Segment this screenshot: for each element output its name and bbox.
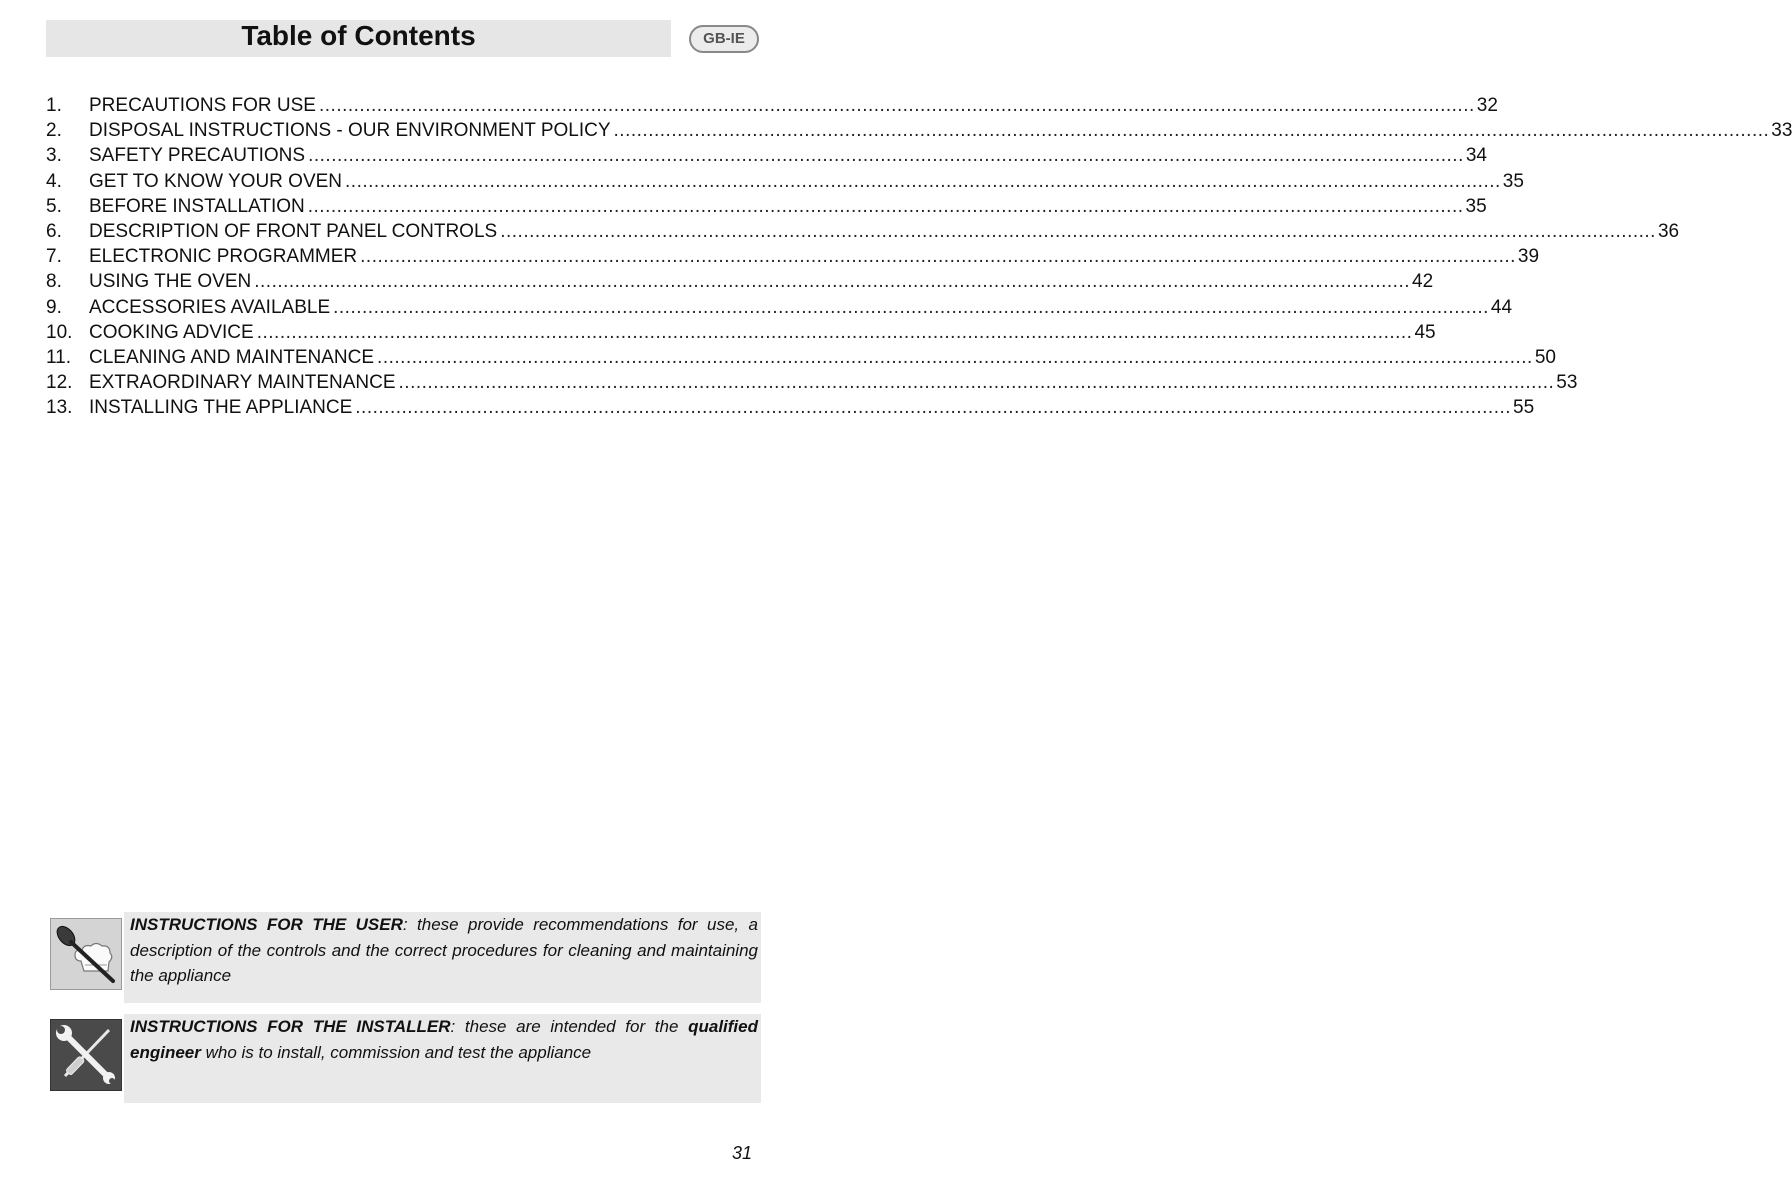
toc-entry-8[interactable] [46, 269, 1434, 294]
toc-leader-dots: ........................................................................................................................................................................................................ [308, 145, 1464, 167]
toc-entry-4[interactable] [46, 169, 1524, 194]
table-of-contents [46, 93, 1792, 420]
toc-leader-dots: ........................................................................................................................................................................................................ [307, 195, 1464, 217]
toc-leader-dots: ........................................................................................................................................................................................................ [318, 95, 1475, 116]
toc-entry-title: CLEANING AND MAINTENANCE [89, 346, 375, 368]
wrench-screwdriver-icon [50, 1019, 122, 1091]
toc-leader-dots: ........................................................................................................................................................................................................ [398, 372, 1555, 394]
toc-entry-6[interactable] [46, 219, 1680, 244]
toc-entry-title: GET TO KNOW YOUR OVEN [89, 170, 343, 192]
toc-entry-title: COOKING ADVICE [89, 321, 254, 343]
toc-leader-dots: ........................................................................................................................................................................................................ [360, 246, 1516, 268]
toc-entry-page: 33 [1771, 120, 1792, 142]
toc-entry-10[interactable] [46, 320, 1436, 345]
toc-leader-dots: ........................................................................................................................................................................................................ [256, 321, 1413, 343]
toc-entry-number: 5. [46, 195, 62, 217]
toc-entry-title: USING THE OVEN [89, 271, 252, 293]
toc-leader-dots: ........................................................................................................................................................................................................ [333, 296, 1489, 318]
toc-entry-title: BEFORE INSTALLATION [89, 195, 305, 217]
toc-entry-page: 35 [1502, 170, 1524, 192]
installer-instructions-body-end: who is to install, commission and test the appliance [200, 1042, 592, 1062]
installer-instructions-body: : these are intended for the [450, 1017, 689, 1036]
toc-entry-11[interactable] [46, 345, 1556, 370]
toc-leader-dots: ........................................................................................................................................................................................................ [345, 170, 1501, 192]
toc-entry-page: 53 [1556, 372, 1578, 394]
toc-entry-page: 55 [1513, 397, 1535, 419]
toc-entry-number: 9. [46, 296, 62, 318]
toc-entry-page: 39 [1517, 246, 1540, 268]
toc-entry-number: 6. [46, 220, 62, 242]
toc-entry-9[interactable] [46, 295, 1513, 320]
toc-entry-number: 1. [46, 95, 62, 116]
page-number: 31 [731, 1143, 752, 1163]
toc-entry-title: ELECTRONIC PROGRAMMER [89, 246, 358, 268]
user-instructions-text [124, 912, 761, 1003]
toc-leader-dots: ........................................................................................................................................................................................................ [254, 271, 1410, 293]
installer-instructions-heading: INSTRUCTIONS FOR THE INSTALLER [130, 1017, 451, 1036]
user-instructions-note [50, 912, 761, 1003]
installer-instructions-note [50, 1014, 761, 1103]
page-title: Table of Contents [241, 20, 476, 51]
toc-entry-title: PRECAUTIONS FOR USE [89, 95, 316, 116]
toc-entry-page: 42 [1412, 271, 1434, 293]
toc-entry-title: EXTRAORDINARY MAINTENANCE [89, 372, 396, 394]
toc-entry-title: DISPOSAL INSTRUCTIONS - OUR ENVIRONMENT POLICY [89, 120, 611, 142]
toc-entry-number: 11. [46, 346, 72, 368]
toc-leader-dots: ........................................................................................................................................................................................................ [500, 220, 1656, 242]
qualified-engineer-emphasis: qualified engineer [130, 1017, 758, 1062]
toc-entry-number: 4. [46, 170, 62, 192]
toc-entry-1[interactable] [46, 93, 1498, 118]
toc-entry-number: 2. [46, 120, 62, 142]
language-badge: GB-IE [689, 25, 759, 53]
toc-leader-dots: ........................................................................................................................................................................................................ [613, 120, 1770, 142]
toc-entry-12[interactable] [46, 370, 1578, 395]
user-instructions-heading: INSTRUCTIONS FOR THE USER [130, 915, 403, 934]
toc-leader-dots: ........................................................................................................................................................................................................ [377, 346, 1533, 368]
toc-entry-page: 34 [1465, 145, 1487, 167]
toc-entry-number: 12. [46, 372, 73, 394]
toc-entry-page: 35 [1465, 195, 1487, 217]
toc-entry-number: 7. [46, 246, 62, 268]
toc-entry-2[interactable] [46, 118, 1792, 143]
title-bar [46, 20, 671, 57]
toc-entry-number: 13. [46, 397, 73, 419]
toc-entry-page: 32 [1476, 95, 1498, 116]
toc-entry-title: ACCESSORIES AVAILABLE [89, 296, 331, 318]
toc-entry-13[interactable] [46, 395, 1535, 420]
toc-entry-3[interactable] [46, 143, 1487, 168]
toc-entry-7[interactable] [46, 244, 1540, 269]
toc-entry-page: 44 [1490, 296, 1513, 318]
chef-spoon-icon [50, 918, 122, 990]
toc-entry-title: SAFETY PRECAUTIONS [89, 145, 306, 167]
toc-entry-5[interactable] [46, 194, 1487, 219]
installer-instructions-text [124, 1014, 761, 1103]
user-instructions-body: : these provide recommendations for use, a description of the controls and the correct procedures for cleaning and maintaining the appliance [130, 915, 758, 985]
toc-entry-title: DESCRIPTION OF FRONT PANEL CONTROLS [89, 220, 498, 242]
toc-entry-page: 45 [1414, 321, 1436, 343]
toc-leader-dots: ........................................................................................................................................................................................................ [355, 397, 1512, 419]
toc-entry-number: 10. [46, 321, 73, 343]
toc-entry-title: INSTALLING THE APPLIANCE [89, 397, 353, 419]
toc-entry-page: 50 [1534, 346, 1556, 368]
toc-entry-page: 36 [1657, 220, 1680, 242]
toc-entry-number: 3. [46, 145, 62, 167]
toc-entry-number: 8. [46, 271, 62, 293]
